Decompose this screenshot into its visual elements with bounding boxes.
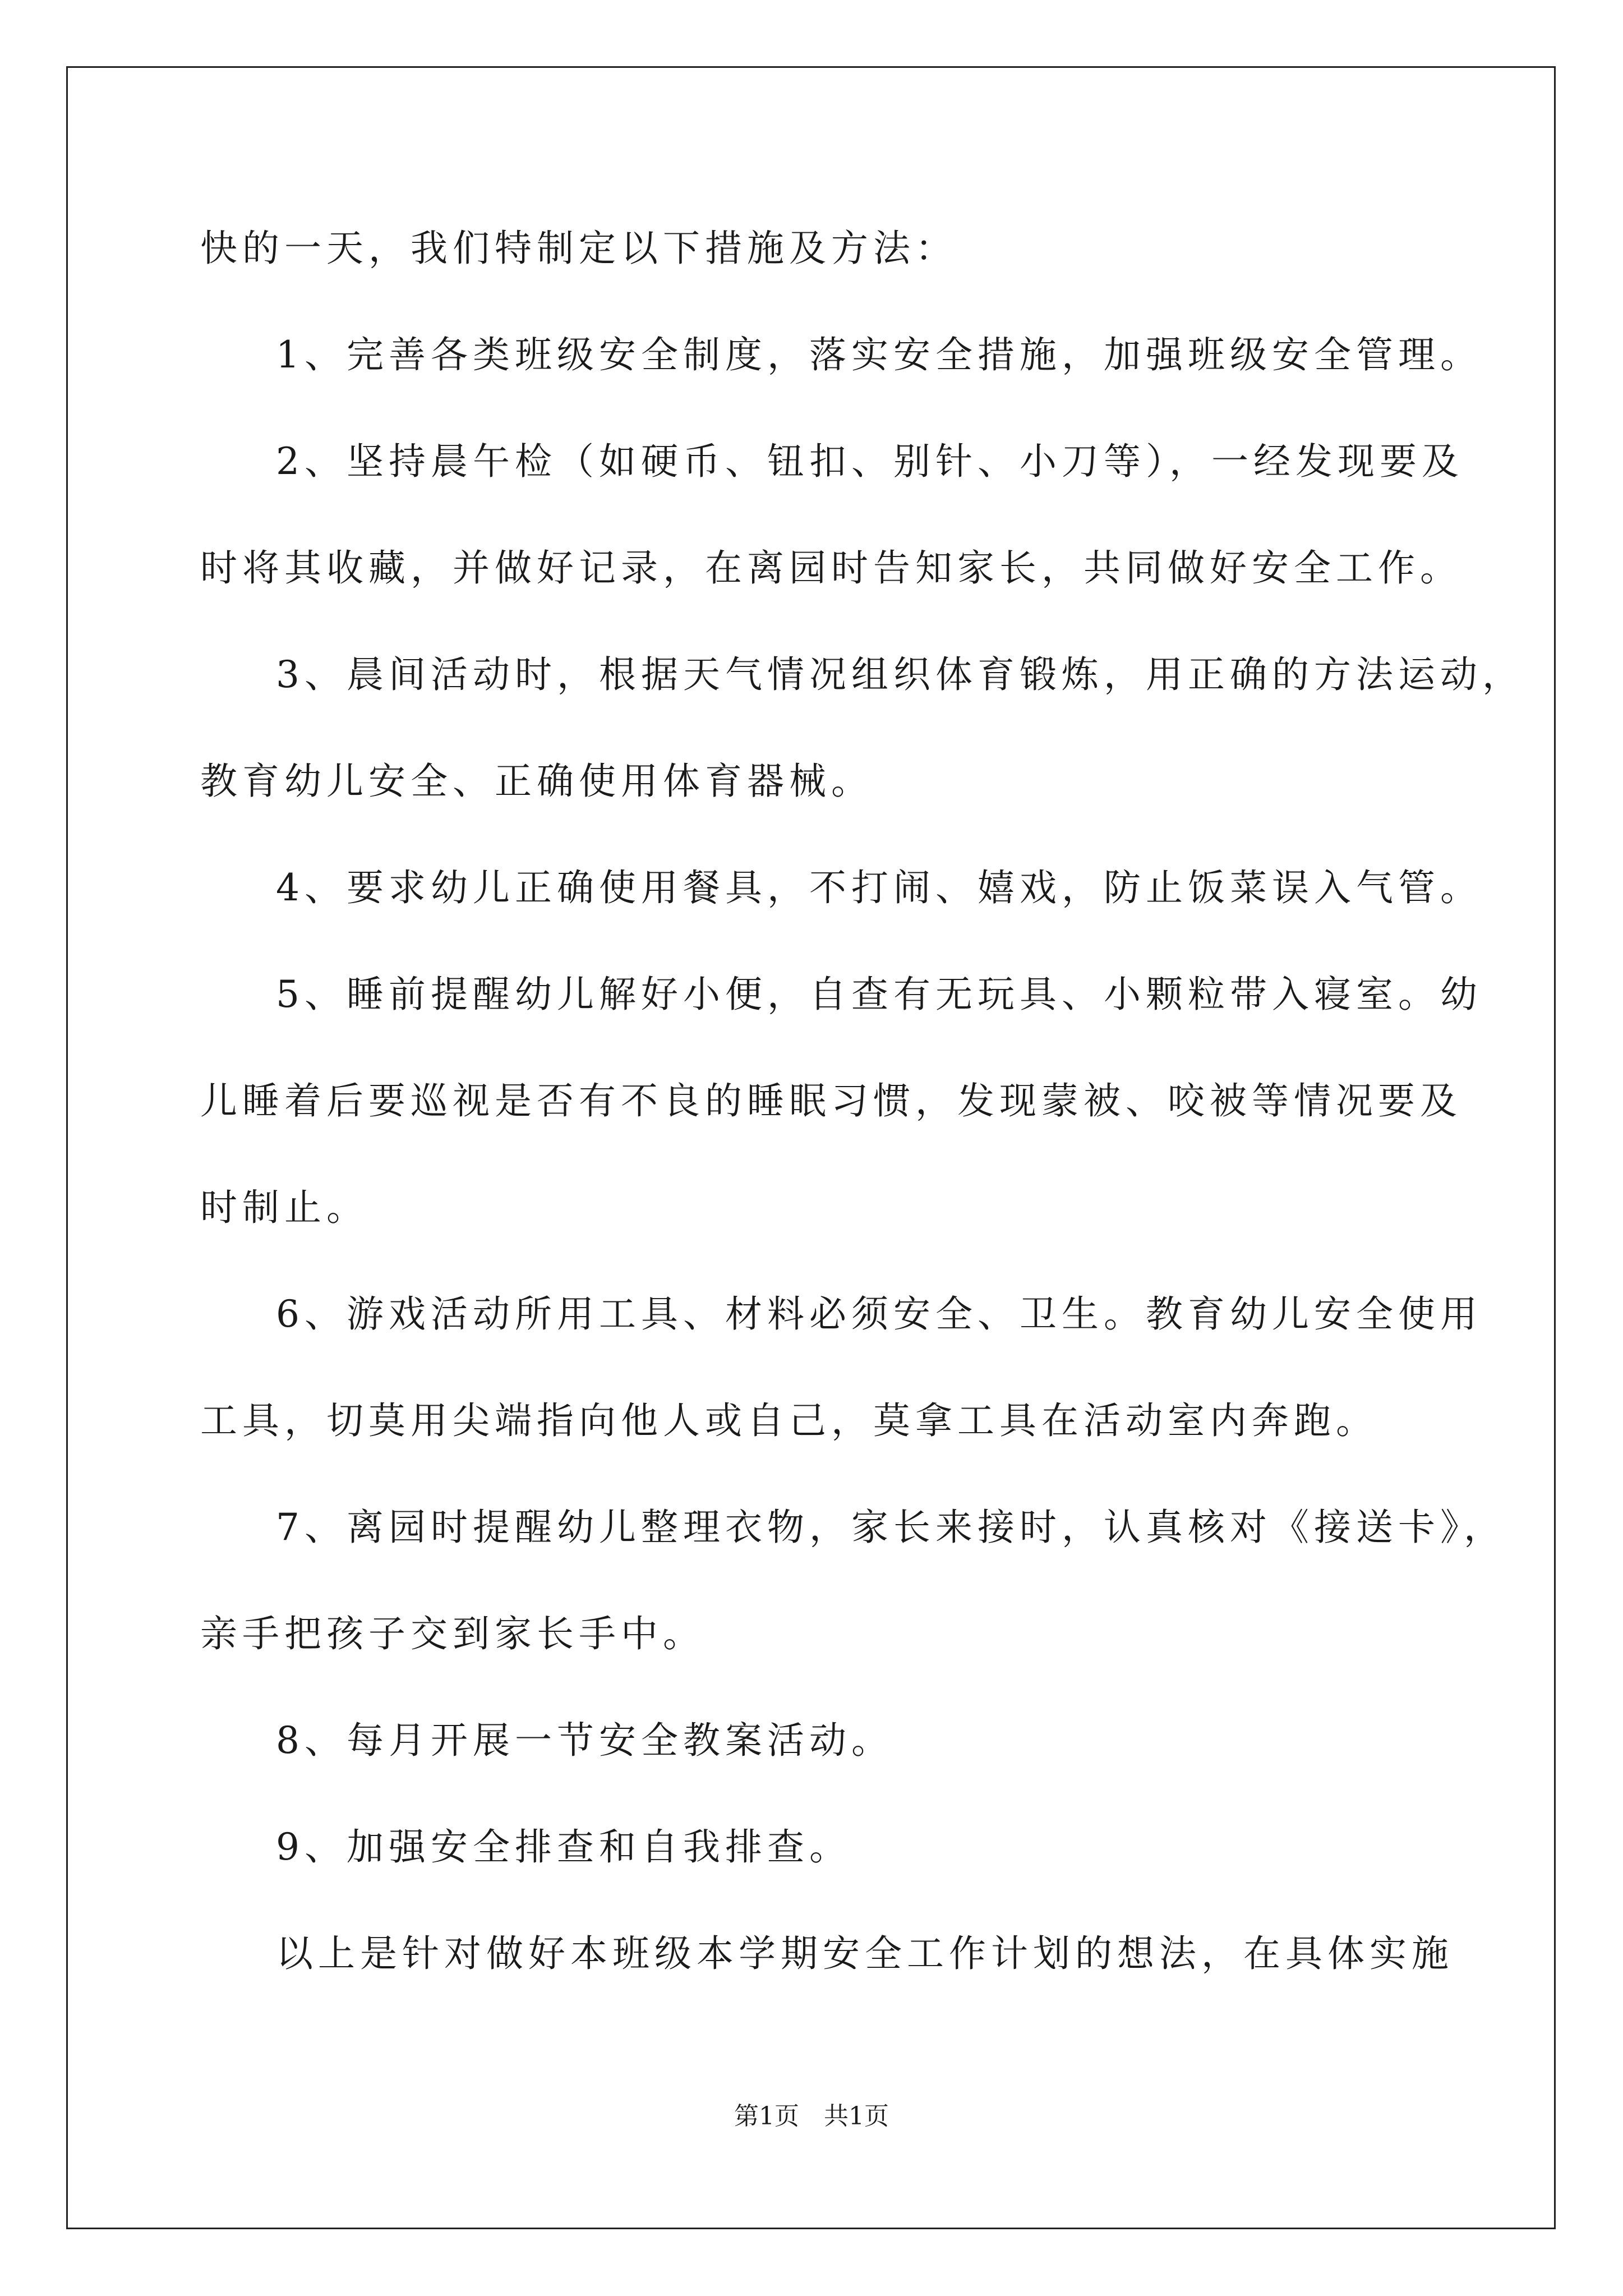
body-line-2: 1、完善各类班级安全制度，落实安全措施，加强班级安全管理。	[276, 333, 1482, 376]
body-line-5: 3、晨间活动时，根据天气情况组织体育锻炼，用正确的方法运动，	[276, 653, 1524, 696]
body-line-9: 儿睡着后要巡视是否有不良的睡眠习惯，发现蒙被、咬被等情况要及	[200, 1079, 1462, 1122]
body-line-6: 教育幼儿安全、正确使用体育器械。	[200, 760, 873, 803]
body-line-14: 亲手把孩子交到家长手中。	[200, 1612, 705, 1655]
page-footer: 第1页 共1页	[734, 2102, 889, 2131]
body-line-13: 7、离园时提醒幼儿整理衣物，家长来接时，认真核对《接送卡》，	[276, 1506, 1506, 1549]
body-line-4: 时将其收藏，并做好记录，在离园时告知家长，共同做好安全工作。	[200, 546, 1462, 590]
body-line-12: 工具，切莫用尖端指向他人或自己，莫拿工具在活动室内奔跑。	[200, 1399, 1378, 1442]
body-line-3: 2、坚持晨午检（如硬币、钮扣、别针、小刀等），一经发现要及	[276, 440, 1464, 483]
body-line-15: 8、每月开展一节安全教案活动。	[276, 1719, 893, 1762]
body-line-11: 6、游戏活动所用工具、材料必须安全、卫生。教育幼儿安全使用	[276, 1292, 1482, 1336]
body-line-7: 4、要求幼儿正确使用餐具，不打闹、嬉戏，防止饭菜误入气管。	[276, 866, 1482, 909]
page-border	[66, 66, 1556, 2229]
body-line-8: 5、睡前提醒幼儿解好小便，自查有无玩具、小颗粒带入寝室。幼	[276, 973, 1482, 1016]
body-line-16: 9、加强安全排查和自我排查。	[276, 1825, 851, 1869]
body-line-1: 快的一天，我们特制定以下措施及方法：	[200, 227, 957, 270]
body-line-17: 以上是针对做好本班级本学期安全工作计划的想法，在具体实施	[276, 1932, 1454, 1975]
body-line-10: 时制止。	[200, 1186, 368, 1229]
